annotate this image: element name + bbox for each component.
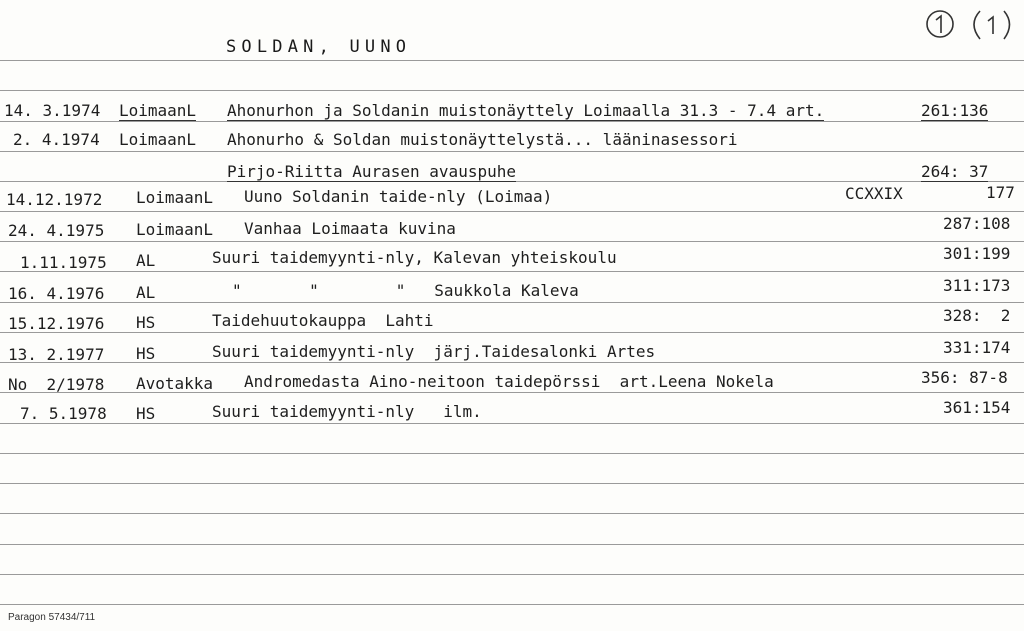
entry-date: No 2/1978 (8, 375, 105, 394)
rule-line (0, 271, 1024, 272)
rule-line (0, 544, 1024, 545)
entry-text: Taidehuutokauppa Lahti (212, 311, 434, 330)
entry-ref: 311:173 (943, 276, 1011, 295)
entry-source: AL (136, 283, 156, 302)
entry-source: LoimaanL (136, 220, 214, 239)
entry-ref: 361:154 (943, 398, 1011, 417)
entry-date: 15.12.1976 (8, 314, 105, 333)
rule-line (0, 423, 1024, 424)
rule-line (0, 513, 1024, 514)
rule-line (0, 302, 1024, 303)
entry-source: Avotakka (136, 374, 214, 393)
entry-text: Vanhaa Loimaata kuvina (244, 219, 456, 238)
entry-ref: 301:199 (943, 244, 1011, 263)
entry-text: Suuri taidemyynti-nly järj.Taidesalonki Artes (212, 342, 656, 361)
entry-text: Andromedasta Aino-neitoon taidepörssi art.Leena Nokela (244, 372, 774, 391)
entry-ref: 177 (986, 183, 1015, 202)
entry-date: 24. 4.1975 (8, 221, 105, 240)
entry-source: LoimaanL (119, 130, 197, 149)
rule-line (0, 211, 1024, 212)
rule-line (0, 574, 1024, 575)
rule-line (0, 604, 1024, 605)
card-maker-footer: Paragon 57434/711 (8, 612, 96, 623)
rule-line (0, 453, 1024, 454)
entry-text: Suuri taidemyynti-nly, Kalevan yhteiskoulu (212, 248, 617, 267)
rule-line (0, 121, 1024, 122)
entry-source: HS (136, 344, 156, 363)
svg-text:(1)(1): (1)(1) (924, 6, 928, 7)
rule-line (0, 60, 1024, 61)
entry-date: 14.12.1972 (6, 190, 103, 209)
entry-text: " " " Saukkola Kaleva (232, 281, 579, 300)
entry-text: Ahonurhon ja Soldanin muistonäyttely Loimaalla 31.3 - 7.4 art. (227, 101, 825, 120)
card-number-handwritten (924, 6, 1016, 42)
entry-date: 2. 4.1974 (13, 130, 100, 149)
card-title: SOLDAN, UUNO (226, 37, 412, 57)
entry-volume: CCXXIX (845, 184, 903, 203)
entry-ref: 356: 87-8 (921, 368, 1008, 387)
entry-text: Uuno Soldanin taide-nly (Loimaa) (244, 187, 553, 206)
entry-text: Suuri taidemyynti-nly ilm. (212, 402, 482, 421)
entry-source: HS (136, 313, 156, 332)
entry-source: LoimaanL (119, 101, 197, 120)
rule-line (0, 483, 1024, 484)
entry-source: AL (136, 251, 156, 270)
entry-ref: 261:136 (921, 101, 989, 120)
rule-line (0, 241, 1024, 242)
entry-source: LoimaanL (136, 188, 214, 207)
entry-source: HS (136, 404, 156, 423)
rule-line (0, 90, 1024, 91)
entry-date: 7. 5.1978 (20, 404, 107, 423)
entry-ref: 287:108 (943, 214, 1011, 233)
entry-ref: 264: 37 (921, 162, 989, 181)
entry-ref: 328: 2 (943, 306, 1011, 325)
entry-text: Ahonurho & Soldan muistonäyttelystä... lääninasessori (227, 130, 738, 149)
entry-date: 13. 2.1977 (8, 345, 105, 364)
entry-date: 14. 3.1974 (4, 101, 101, 120)
entry-text: Pirjo-Riitta Aurasen avauspuhe (227, 162, 516, 181)
rule-line (0, 332, 1024, 333)
entry-ref: 331:174 (943, 338, 1011, 357)
entry-date: 16. 4.1976 (8, 284, 105, 303)
rule-line (0, 151, 1024, 152)
entry-date: 1.11.1975 (20, 253, 107, 272)
